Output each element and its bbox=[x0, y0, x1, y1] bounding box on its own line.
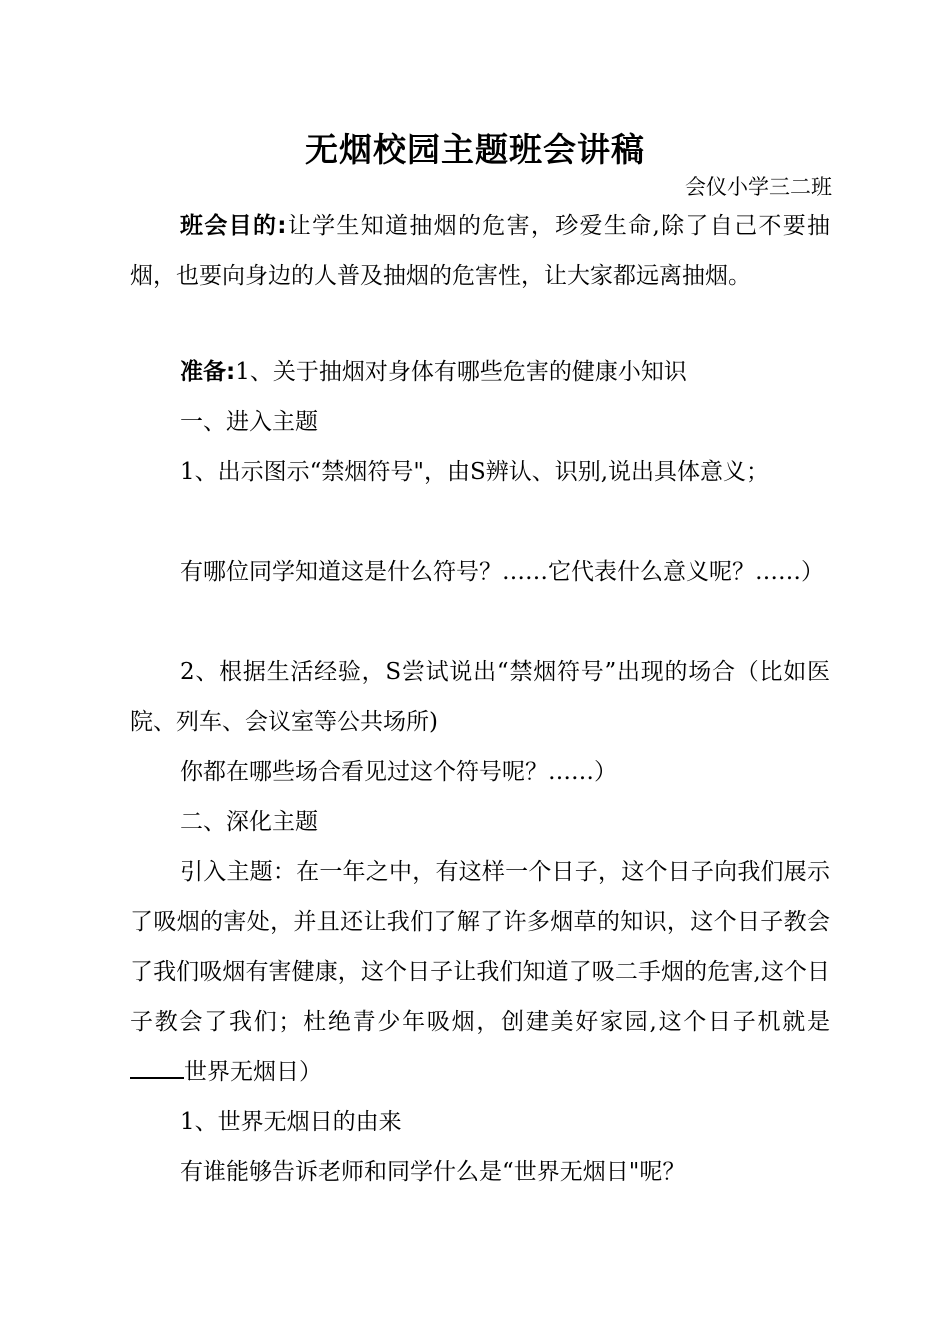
question-1: 有哪位同学知道这是什么符号？……它代表什么意义呢？……） bbox=[180, 559, 824, 585]
purpose-text: 让学生知道抽烟的危害，珍爱生命,除了自己不要抽烟，也要向身边的人普及抽烟的危害性，让大家都远离抽烟。 bbox=[130, 213, 831, 289]
fill-blank bbox=[130, 1057, 184, 1079]
purpose-paragraph bbox=[130, 201, 830, 301]
intro-tail: 世界无烟日） bbox=[184, 1059, 322, 1085]
preparation-paragraph bbox=[130, 347, 830, 397]
section-heading-1: 一、进入主题 bbox=[180, 409, 318, 435]
prep-text: 1、关于抽烟对身体有哪些危害的健康小知识 bbox=[235, 359, 687, 385]
question-3: 有谁能够告诉老师和同学什么是“世界无烟日"呢？ bbox=[180, 1159, 686, 1185]
class-name: 会仪小学三二班 bbox=[685, 175, 832, 199]
document-title: 无烟校园主题班会讲稿 bbox=[305, 130, 645, 169]
step-2: 2、根据生活经验，S尝试说出“禁烟符号”出现的场合（比如医院、列车、会议室等公共场所) bbox=[130, 659, 830, 735]
intro-text: 引入主题：在一年之中，有这样一个日子，这个日子向我们展示了吸烟的害处，并且还让我们了解了许多烟草的知识，这个日子教会了我们吸烟有害健康，这个日子让我们知道了吸二手烟的危害,这个日子教会了我们；杜绝青少年吸烟，创建美好家园,这个日子机就是 bbox=[130, 859, 830, 1035]
prep-label: 准备: bbox=[180, 359, 236, 385]
purpose-label: 班会目的: bbox=[180, 213, 287, 239]
intro-paragraph bbox=[130, 847, 830, 1097]
section-heading-2: 二、深化主题 bbox=[180, 809, 318, 835]
subsection-heading-1: 1、世界无烟日的由来 bbox=[180, 1109, 402, 1135]
step-1: 1、出示图示“禁烟符号"，由S辨认、识别,说出具体意义； bbox=[180, 459, 770, 485]
question-2: 你都在哪些场合看见过这个符号呢？……） bbox=[180, 759, 617, 785]
